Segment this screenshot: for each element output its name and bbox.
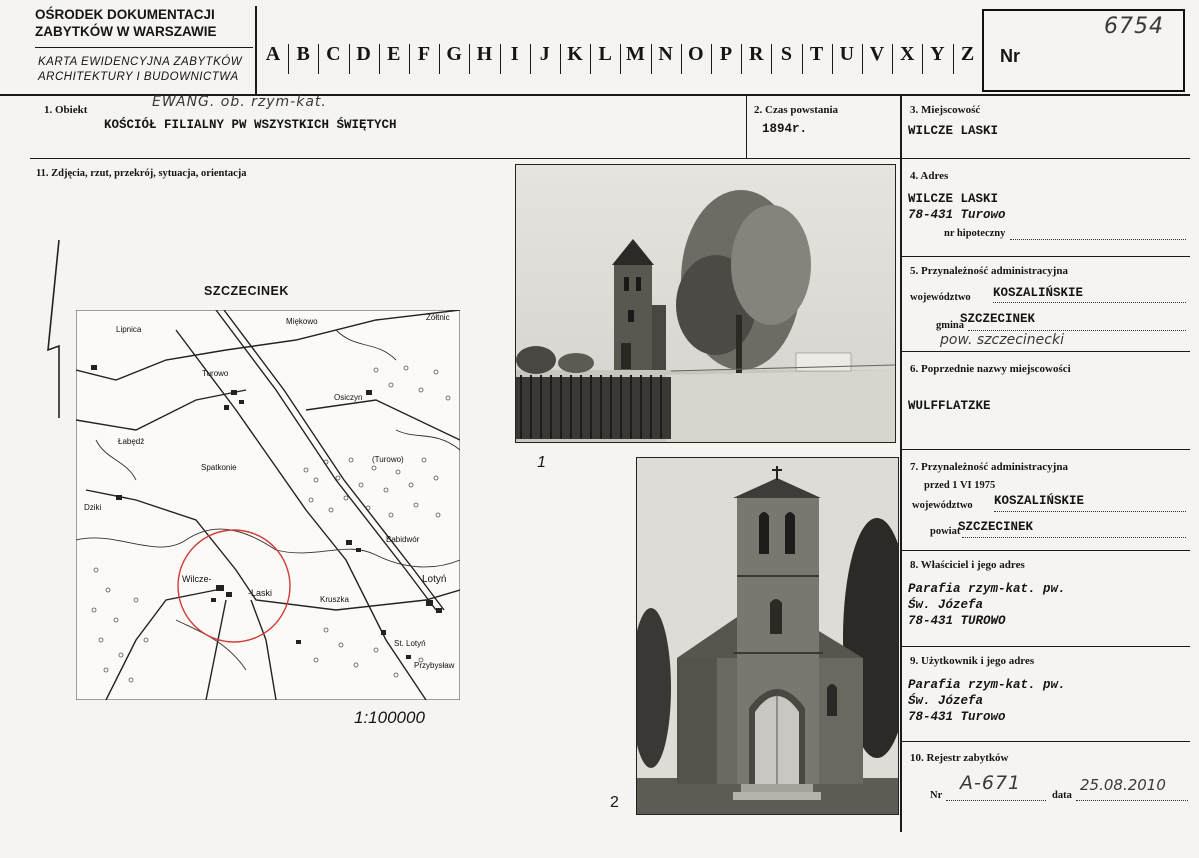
letter-o: O xyxy=(688,43,704,65)
letter-g: G xyxy=(446,43,462,65)
letter-j: J xyxy=(539,43,550,65)
north-arrow-icon xyxy=(44,238,74,420)
field1-label: 1. Obiekt xyxy=(44,104,88,116)
map-label-st-lotyn: St. Lotyń xyxy=(394,639,426,648)
letter-m: M xyxy=(625,43,645,65)
field3-label: 3. Miejscowość xyxy=(910,104,981,116)
header-divider xyxy=(35,47,253,48)
map-label-kruszka: Kruszka xyxy=(320,595,349,604)
map-label-labedz: Łabędź xyxy=(118,437,145,446)
letter-h: H xyxy=(476,43,493,65)
field7-pow-dots xyxy=(962,537,1186,538)
map-label-turowo2: (Turowo) xyxy=(372,455,404,464)
map-label-lipnica: Lipnica xyxy=(116,325,142,334)
letter-e: E xyxy=(387,43,401,65)
letter-y: Y xyxy=(930,43,945,65)
field7-pow-value: SZCZECINEK xyxy=(958,520,1034,534)
card-type-line2: ARCHITEKTURY I BUDOWNICTWA xyxy=(38,71,239,83)
field10-data-label: data xyxy=(1052,790,1072,801)
map-label-osiczyn: Osiczyn xyxy=(334,393,363,402)
letter-n: N xyxy=(658,43,673,65)
hline-f9 xyxy=(902,741,1190,742)
field11-label: 11. Zdjęcia, rzut, przekrój, sytuacja, orientacja xyxy=(36,168,247,179)
card-type-line1: KARTA EWIDENCYJNA ZABYTKÓW xyxy=(38,56,243,68)
map-label-dziki: Dziki xyxy=(84,503,102,512)
field7-woj-value: KOSZALIŃSKIE xyxy=(994,494,1085,508)
field4-hip-label: nr hipoteczny xyxy=(944,228,1006,239)
letter-d: D xyxy=(356,43,371,65)
letter-i: I xyxy=(510,43,519,65)
field10-data-dots xyxy=(1076,800,1188,801)
field4-line2: 78-431 Turowo xyxy=(908,208,1006,222)
field1-handwritten: EWANG. ob. rzym-kat. xyxy=(152,94,327,110)
letter-p: P xyxy=(719,43,733,65)
field5-woj-label: województwo xyxy=(910,292,971,303)
hline-f8 xyxy=(902,646,1190,647)
field10-nr-label: Nr xyxy=(930,790,943,801)
header-vline xyxy=(255,6,257,94)
field5-woj-dots xyxy=(993,302,1186,303)
field2-value: 1894r. xyxy=(762,122,808,136)
field1-value: KOŚCIÓŁ FILIALNY PW WSZYSTKICH ŚWIĘTYCH xyxy=(104,118,397,132)
map-label-przybyslaw: Przybysław xyxy=(414,661,455,670)
photo-2 xyxy=(636,457,899,815)
letter-b: B xyxy=(296,43,310,65)
field5-gmina-label: gmina xyxy=(936,320,965,331)
map-scale: 1:100000 xyxy=(354,708,425,727)
hline-f6 xyxy=(902,449,1190,450)
letter-s: S xyxy=(780,43,792,65)
field7-before: przed 1 VI 1975 xyxy=(924,480,996,491)
hline-f7 xyxy=(902,550,1190,551)
field5-gmina-dots xyxy=(968,330,1186,331)
field7-woj-dots xyxy=(994,511,1186,512)
map-label-lotyn: Lotyń xyxy=(422,574,447,585)
field10-label: 10. Rejestr zabytków xyxy=(910,752,1009,764)
map-label-zoltnic: Żółtnic xyxy=(426,313,450,322)
letter-a: A xyxy=(265,43,281,65)
map-direction-label: SZCZECINEK xyxy=(204,284,289,298)
nr-label: Nr xyxy=(1000,46,1021,66)
field10-data-value: 25.08.2010 xyxy=(1080,776,1166,794)
letter-f: F xyxy=(417,43,431,65)
field9-line1: Parafia rzym-kat. pw. xyxy=(908,678,1066,692)
map-label-babidwor: Babidwór xyxy=(386,535,420,544)
field10-nr-dots xyxy=(946,800,1046,801)
letter-r: R xyxy=(748,43,764,65)
field5-label: 5. Przynależność administracyjna xyxy=(910,265,1068,277)
field5-gmina-value: SZCZECINEK xyxy=(960,312,1036,326)
field5-woj-value: KOSZALIŃSKIE xyxy=(993,286,1084,300)
map-label-turowo: Turowo xyxy=(202,369,229,378)
field8-line3: 78-431 TUROWO xyxy=(908,614,1006,628)
field9-line3: 78-431 Turowo xyxy=(908,710,1006,724)
field4-line1: WILCZE LASKI xyxy=(908,192,999,206)
field9-label: 9. Użytkownik i jego adres xyxy=(910,655,1035,667)
field8-line2: Św. Józefa xyxy=(908,598,984,612)
letter-c: C xyxy=(326,43,341,65)
photo-2-number: 2 xyxy=(610,794,619,811)
letter-v: V xyxy=(869,43,885,65)
letter-u: U xyxy=(839,43,855,65)
letter-l: L xyxy=(598,43,612,65)
letter-z: Z xyxy=(960,43,975,65)
field6-label: 6. Poprzednie nazwy miejscowości xyxy=(910,363,1071,375)
field5-handwritten: pow. szczecinecki xyxy=(940,332,1064,348)
field7-woj-label: województwo xyxy=(912,500,973,511)
field4-label: 4. Adres xyxy=(910,170,949,182)
field8-line1: Parafia rzym-kat. pw. xyxy=(908,582,1066,596)
hline-f4 xyxy=(902,256,1190,257)
nr-handwritten: 6754 xyxy=(1104,14,1164,39)
vline-f2 xyxy=(746,96,747,158)
photo-1 xyxy=(515,164,896,443)
photo-1-number: 1 xyxy=(537,454,546,471)
institution-name-line1: OŚRODEK DOKUMENTACJI xyxy=(35,7,215,22)
field7-pow-label: powiat xyxy=(930,526,961,537)
map-label-spatkonie: Spatkonie xyxy=(201,463,237,472)
map-label-laski: -Laski xyxy=(248,588,273,598)
field9-line2: Św. Józefa xyxy=(908,694,984,708)
letter-k: K xyxy=(567,43,583,65)
vline-right-column xyxy=(900,96,902,832)
hline-f5 xyxy=(902,351,1190,352)
field4-hip-dots xyxy=(1010,239,1186,240)
location-map xyxy=(76,310,460,700)
map-label-miekowo: Miękowo xyxy=(286,317,318,326)
field2-label: 2. Czas powstania xyxy=(754,104,839,116)
field3-value: WILCZE LASKI xyxy=(908,124,999,138)
field7-label: 7. Przynależność administracyjna xyxy=(910,461,1068,473)
hline-row1 xyxy=(30,158,1190,159)
field8-label: 8. Właściciel i jego adres xyxy=(910,559,1025,571)
map-label-wilcze: Wilcze- xyxy=(182,574,212,584)
field6-value: WULFFLATZKE xyxy=(908,399,991,413)
institution-name-line2: ZABYTKÓW W WARSZAWIE xyxy=(35,24,217,39)
letter-t: T xyxy=(809,43,824,65)
field10-nr-value: A-671 xyxy=(960,772,1022,794)
letter-x: X xyxy=(899,43,915,65)
